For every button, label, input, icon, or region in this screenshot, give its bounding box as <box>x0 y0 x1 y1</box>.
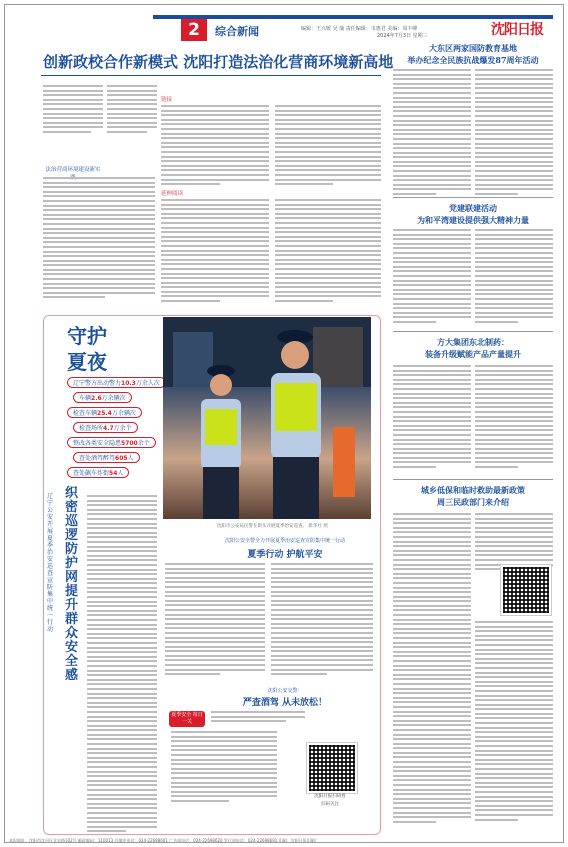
stat-unit: 万余人次 <box>135 380 160 387</box>
article-intro-text <box>43 85 103 136</box>
right-headline-4b: 周三民政部门来介绍 <box>437 497 509 507</box>
reading-tag: 延伸阅读 <box>161 191 184 197</box>
stat-label: 整改各类安全隐患 <box>73 440 122 447</box>
daily-tip-badge: 夏季安全 每日一关 <box>169 711 205 727</box>
feature-title <box>67 323 107 375</box>
stat-label: 检查车辆 <box>73 410 98 417</box>
right-article-4-col-b <box>475 513 553 573</box>
article-body-middle-2 <box>275 105 381 188</box>
feature-low-body-top <box>211 711 305 725</box>
feature-body-col-2 <box>271 563 373 678</box>
divider <box>393 197 553 198</box>
right-headline-1b: 举办纪念全民族抗战爆发87周年活动 <box>407 55 539 65</box>
right-article-3-col-b <box>475 365 553 471</box>
feature-mid-subtitle: 沈阳公安全警全力开展夏季治安巡查宣防集中统一行动 <box>224 538 345 544</box>
stat-value: 54 <box>109 470 118 477</box>
right-article-2-col-a <box>393 229 471 325</box>
right-headline-1a: 大东区两家国防教育基地 <box>429 43 517 53</box>
newspaper-page <box>4 4 564 843</box>
footer-info: 本报地址：沈阳市沈河区北站路102号 邮政编码：110013 总编室电话：024-22698601 广告部电话：024-22698620 发行部电话：024-22698691 印刷：沈阳日报印刷厂 <box>9 838 319 843</box>
stat-value: 25.4 <box>97 410 112 417</box>
page-number: 2 <box>181 19 207 41</box>
qr-code[interactable] <box>307 743 357 793</box>
issue-date: 2024年7月3日 星期三 <box>377 33 428 39</box>
stat-unit: 人 <box>127 455 134 462</box>
divider <box>393 479 553 480</box>
photo-caption: 沈阳市公安局民警在街头开展夏季治安巡查。 新华社 照 <box>217 524 328 529</box>
feature-low-subtitle: 沈阳公安交警： <box>267 688 303 694</box>
newspaper-logo: 沈阳日报 <box>491 22 543 38</box>
stat-unit: 余个 <box>137 440 150 447</box>
article-body-middle-3 <box>161 199 269 305</box>
masthead <box>5 5 563 39</box>
qr-code[interactable] <box>501 565 551 615</box>
right-article-2-col-b <box>475 229 553 325</box>
feature-body-col-1 <box>165 563 265 678</box>
stat-item <box>73 452 140 463</box>
feature-title-line2: 夏夜 <box>67 350 107 374</box>
feature-vertical-subtitle: 辽宁公安开展夏季治安巡查宣防集中统一行动 <box>47 493 54 633</box>
article-body-middle-4 <box>275 199 381 305</box>
stat-unit: 人 <box>117 470 124 477</box>
stat-unit: 万余辆次 <box>101 395 126 402</box>
feature-low-title: 严查酒驾 从未放松！ <box>242 698 328 708</box>
stat-unit: 万余辆次 <box>111 410 136 417</box>
article-body-left <box>43 177 155 301</box>
stat-value: 4.7 <box>103 425 114 432</box>
stat-label: 车辆 <box>79 395 92 402</box>
qr-caption: 沈阳日报扫码看 <box>314 794 346 799</box>
stat-value: 2.6 <box>91 395 102 402</box>
divider <box>393 331 553 332</box>
stat-value: 605 <box>115 455 128 462</box>
feature-title-line1: 守护 <box>67 324 107 348</box>
right-headline-2b: 为和平湾建设提供强大精神力量 <box>417 215 529 225</box>
stat-item <box>73 392 132 403</box>
feature-low-body <box>171 731 277 805</box>
headline-rule <box>41 75 381 76</box>
stat-item <box>67 377 166 388</box>
feature-vertical-title: 织密巡逻防护网 提升群众安全感 <box>65 486 79 683</box>
stat-value: 5700 <box>121 440 138 447</box>
right-headline-4a: 城乡低保和临时救助最新政策 <box>421 485 525 495</box>
right-article-1-col-b <box>475 69 553 198</box>
article-body-middle-1 <box>161 105 269 188</box>
right-article-4-col-b-cont <box>475 621 553 823</box>
stat-item <box>67 467 129 478</box>
section-subhead: 法治营商环境建设新实 <box>45 167 101 173</box>
stat-value: 10.3 <box>121 380 136 387</box>
stat-item <box>67 407 142 418</box>
feature-left-body <box>87 495 157 835</box>
right-article-3-col-a <box>393 365 471 471</box>
stat-label: 检查场所 <box>79 425 104 432</box>
link-tag: 链接 <box>161 97 173 103</box>
right-headline-2a: 党建联建活动 <box>449 203 497 213</box>
stat-item <box>67 437 156 448</box>
right-article-1-col-a <box>393 69 471 198</box>
main-headline: 创新政校合作新模式 沈阳打造法治化营商环境新高地 <box>43 53 394 71</box>
right-headline-3b: 装备升级赋能产品产量提升 <box>425 349 521 359</box>
section-title: 综合新闻 <box>215 25 259 38</box>
stat-unit: 万余个 <box>113 425 132 432</box>
article-intro-text-2 <box>107 85 157 136</box>
editor-credits: 编辑：王兴媛 吴 瑜 责任编辑：韦惠君 美编：周丰峰 <box>301 26 418 32</box>
police-photo <box>163 317 371 519</box>
stat-label: 查处酒驾醉驾 <box>79 455 116 462</box>
stat-item <box>73 422 138 433</box>
stat-label: 查处飙车炸街 <box>73 470 110 477</box>
right-headline-3a: 方大集团东北制药： <box>437 337 509 347</box>
right-article-4-col-a <box>393 513 471 825</box>
stat-label: 辽宁警方出动警力 <box>73 380 122 387</box>
qr-caption-2: 扫码关注 <box>321 802 339 807</box>
feature-mid-title: 夏季行动 护航平安 <box>247 550 323 560</box>
